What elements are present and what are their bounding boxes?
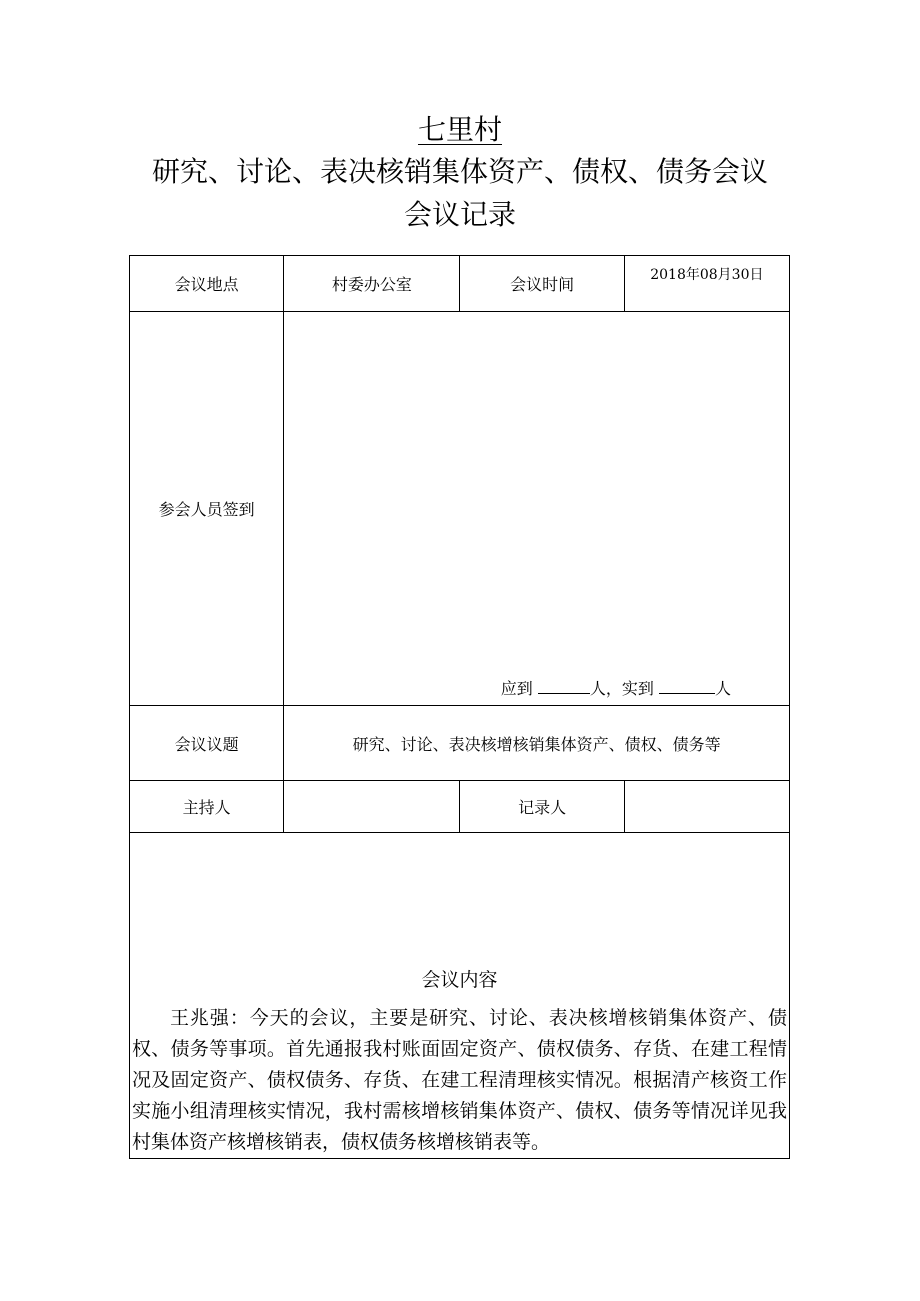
expected-suffix: 人，实到 <box>589 679 654 698</box>
row-attendees <box>130 312 790 706</box>
row-content <box>130 833 790 1159</box>
location-label: 会议地点 <box>130 256 284 312</box>
recorder-label: 记录人 <box>460 781 624 833</box>
attendance-count <box>501 676 731 699</box>
content-heading: 会议内容 <box>421 969 498 991</box>
document-type-title: 会议记录 <box>403 198 516 231</box>
location-value: 村委办公室 <box>284 256 460 312</box>
row-topic <box>130 706 790 781</box>
village-name <box>0 110 920 150</box>
attendees-label: 参会人员签到 <box>130 312 284 706</box>
actual-suffix: 人 <box>714 679 731 698</box>
host-value[interactable] <box>284 781 460 833</box>
actual-count-blank[interactable] <box>659 677 715 694</box>
time-value: 2018年08月30日 <box>624 256 789 312</box>
host-label: 主持人 <box>130 781 284 833</box>
meeting-subject-title: 研究、讨论、表决核销集体资产、债权、债务会议 <box>151 155 768 188</box>
village-name-text: 七里村 <box>417 113 502 146</box>
topic-value: 研究、讨论、表决核增核销集体资产、债权、债务等 <box>284 706 790 781</box>
recorder-value[interactable] <box>624 781 789 833</box>
expected-prefix: 应到 <box>500 679 533 698</box>
time-label: 会议时间 <box>460 256 624 312</box>
content-body: 王兆强：今天的会议，主要是研究、讨论、表决核增核销集体资产、债权、债务等事项。首先通报我村账面固定资产、债权债务、存货、在建工程情况及固定资产、债权债务、存货、在建工程清理核实情况。根据清产核资工作实施小组清理核实情况，我村需核增核销集体资产、债权、债务等情况详见我村集体资产核增核销表，债权债务核增核销表等。 <box>132 1007 787 1153</box>
row-host-recorder <box>130 781 790 833</box>
meeting-content-cell <box>130 833 790 1159</box>
meeting-minutes-table <box>129 255 790 1159</box>
topic-label: 会议议题 <box>130 706 284 781</box>
expected-count-blank[interactable] <box>538 677 590 694</box>
row-location-time <box>130 256 790 312</box>
attendees-sign-area[interactable] <box>284 312 790 706</box>
